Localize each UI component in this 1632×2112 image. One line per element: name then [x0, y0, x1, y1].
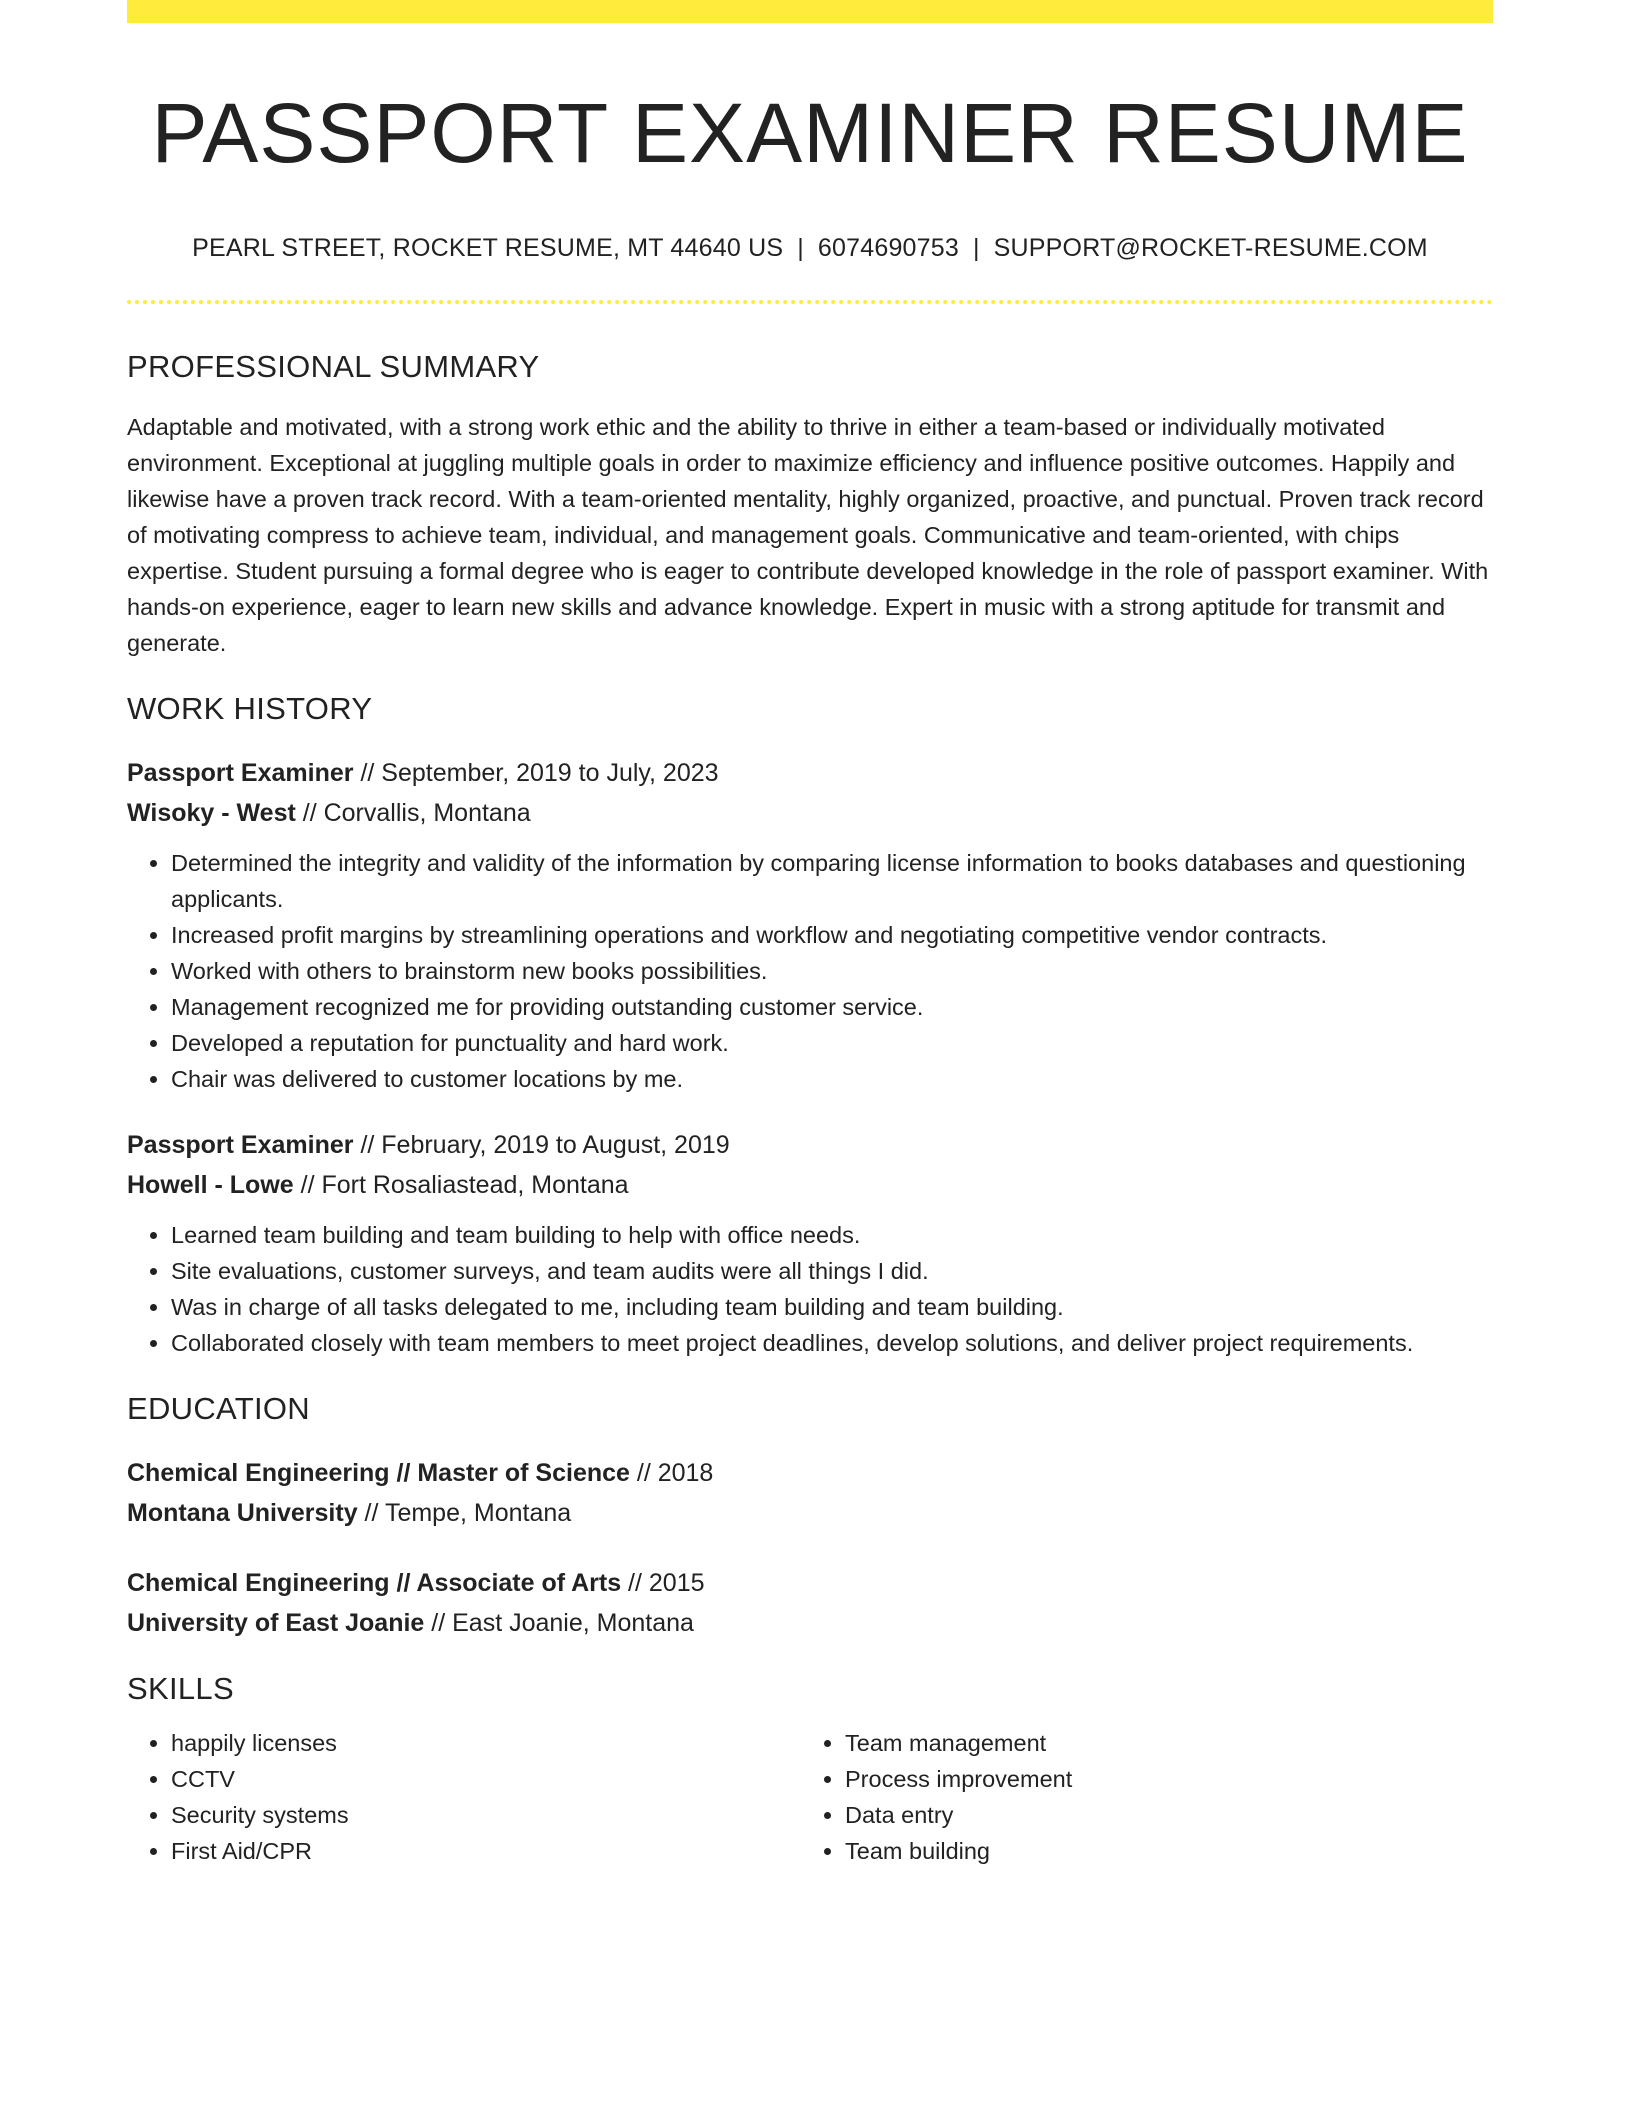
skill-item: • Process improvement — [845, 1761, 1475, 1797]
school-line — [127, 1603, 1493, 1643]
education-entry — [127, 1453, 1493, 1533]
skills-column-right — [801, 1725, 1475, 1869]
job-bullet: • Developed a reputation for punctuality and hard work. — [171, 1025, 1493, 1061]
contact-email: SUPPORT@ROCKET-RESUME.COM — [993, 233, 1428, 262]
skill-item: • Security systems — [171, 1797, 801, 1833]
job-bullet: • Site evaluations, customer surveys, and team audits were all things I did. — [171, 1253, 1493, 1289]
degree-year: // 2018 — [629, 1458, 714, 1487]
degree-line — [127, 1453, 1493, 1493]
job-title-line — [127, 753, 1493, 793]
job-bullet: • Increased profit margins by streamlining operations and workflow and negotiating competitive vendor contracts. — [171, 917, 1493, 953]
skill-item: • CCTV — [171, 1761, 801, 1797]
job-title: Passport Examiner — [127, 758, 354, 787]
skill-item: • Team building — [845, 1833, 1475, 1869]
contact-address: PEARL STREET, ROCKET RESUME, MT 44640 US — [192, 233, 784, 262]
job-bullet: • Determined the integrity and validity of the information by comparing license information to books databases and questioning applicants. — [171, 845, 1493, 917]
summary-heading: PROFESSIONAL SUMMARY — [127, 348, 540, 384]
skill-item: • Team management — [845, 1725, 1475, 1761]
job-bullet: • Was in charge of all tasks delegated to me, including team building and team building. — [171, 1289, 1493, 1325]
degree-line — [127, 1563, 1493, 1603]
job-dates: // February, 2019 to August, 2019 — [353, 1130, 730, 1159]
job-company: Wisoky - West — [127, 798, 296, 827]
contact-phone: 6074690753 — [817, 233, 959, 262]
job-dates: // September, 2019 to July, 2023 — [353, 758, 719, 787]
job-bullets — [127, 1217, 1493, 1361]
skill-item: • First Aid/CPR — [171, 1833, 801, 1869]
contact-info — [127, 234, 1493, 263]
job-entry — [127, 1125, 1493, 1361]
school-location: // East Joanie, Montana — [424, 1608, 694, 1637]
job-bullet: • Chair was delivered to customer locations by me. — [171, 1061, 1493, 1097]
skill-item: • happily licenses — [171, 1725, 801, 1761]
degree-year: // 2015 — [621, 1568, 705, 1597]
job-company: Howell - Lowe — [127, 1170, 294, 1199]
dotted-divider — [127, 300, 1493, 304]
school-line — [127, 1493, 1493, 1533]
job-location: // Corvallis, Montana — [295, 798, 531, 827]
job-bullet: • Management recognized me for providing outstanding customer service. — [171, 989, 1493, 1025]
work-history-heading: WORK HISTORY — [127, 690, 373, 726]
job-company-line — [127, 1165, 1493, 1205]
skills-column-left — [127, 1725, 801, 1869]
job-title: Passport Examiner — [127, 1130, 354, 1159]
school: Montana University — [127, 1498, 358, 1527]
job-location: // Fort Rosaliastead, Montana — [293, 1170, 629, 1199]
degree: Chemical Engineering // Master of Science — [127, 1458, 630, 1487]
resume-page — [127, 0, 1493, 1869]
job-bullets — [127, 845, 1493, 1097]
job-bullet: • Learned team building and team building to help with office needs. — [171, 1217, 1493, 1253]
skills-heading: SKILLS — [127, 1670, 234, 1706]
contact-separator: | — [797, 233, 804, 262]
job-company-line — [127, 793, 1493, 833]
job-bullet: • Worked with others to brainstorm new books possibilities. — [171, 953, 1493, 989]
school-location: // Tempe, Montana — [357, 1498, 572, 1527]
skills-list — [127, 1725, 1493, 1869]
job-bullet: • Collaborated closely with team members to meet project deadlines, develop solutions, and deliver project requirements. — [171, 1325, 1493, 1361]
summary-text: Adaptable and motivated, with a strong work ethic and the ability to thrive in either a team-based or individually motivated environment. Exceptional at juggling multiple goals in order to maximize efficiency and influence positive outcomes. Happily and likewise have a proven track record. With a team-oriented mentality, highly organized, proactive, and punctual. Proven track record of motivating compress to achieve team, individual, and management goals. Communicative and team-oriented, with chips expertise. Student pursuing a formal degree who is eager to contribute developed knowledge in the role of passport examiner. With hands-on experience, eager to learn new skills and advance knowledge. Expert in music with a strong aptitude for transmit and generate. — [127, 413, 1489, 656]
job-entry — [127, 753, 1493, 1097]
contact-separator: | — [972, 233, 980, 262]
job-title-line — [127, 1125, 1493, 1165]
degree: Chemical Engineering // Associate of Arts — [127, 1568, 622, 1597]
school: University of East Joanie — [127, 1608, 425, 1637]
skill-item: • Data entry — [845, 1797, 1475, 1833]
education-entry — [127, 1563, 1493, 1643]
top-accent-bar — [127, 0, 1493, 23]
education-heading: EDUCATION — [127, 1390, 310, 1426]
page-title: PASSPORT EXAMINER RESUME — [151, 86, 1469, 180]
